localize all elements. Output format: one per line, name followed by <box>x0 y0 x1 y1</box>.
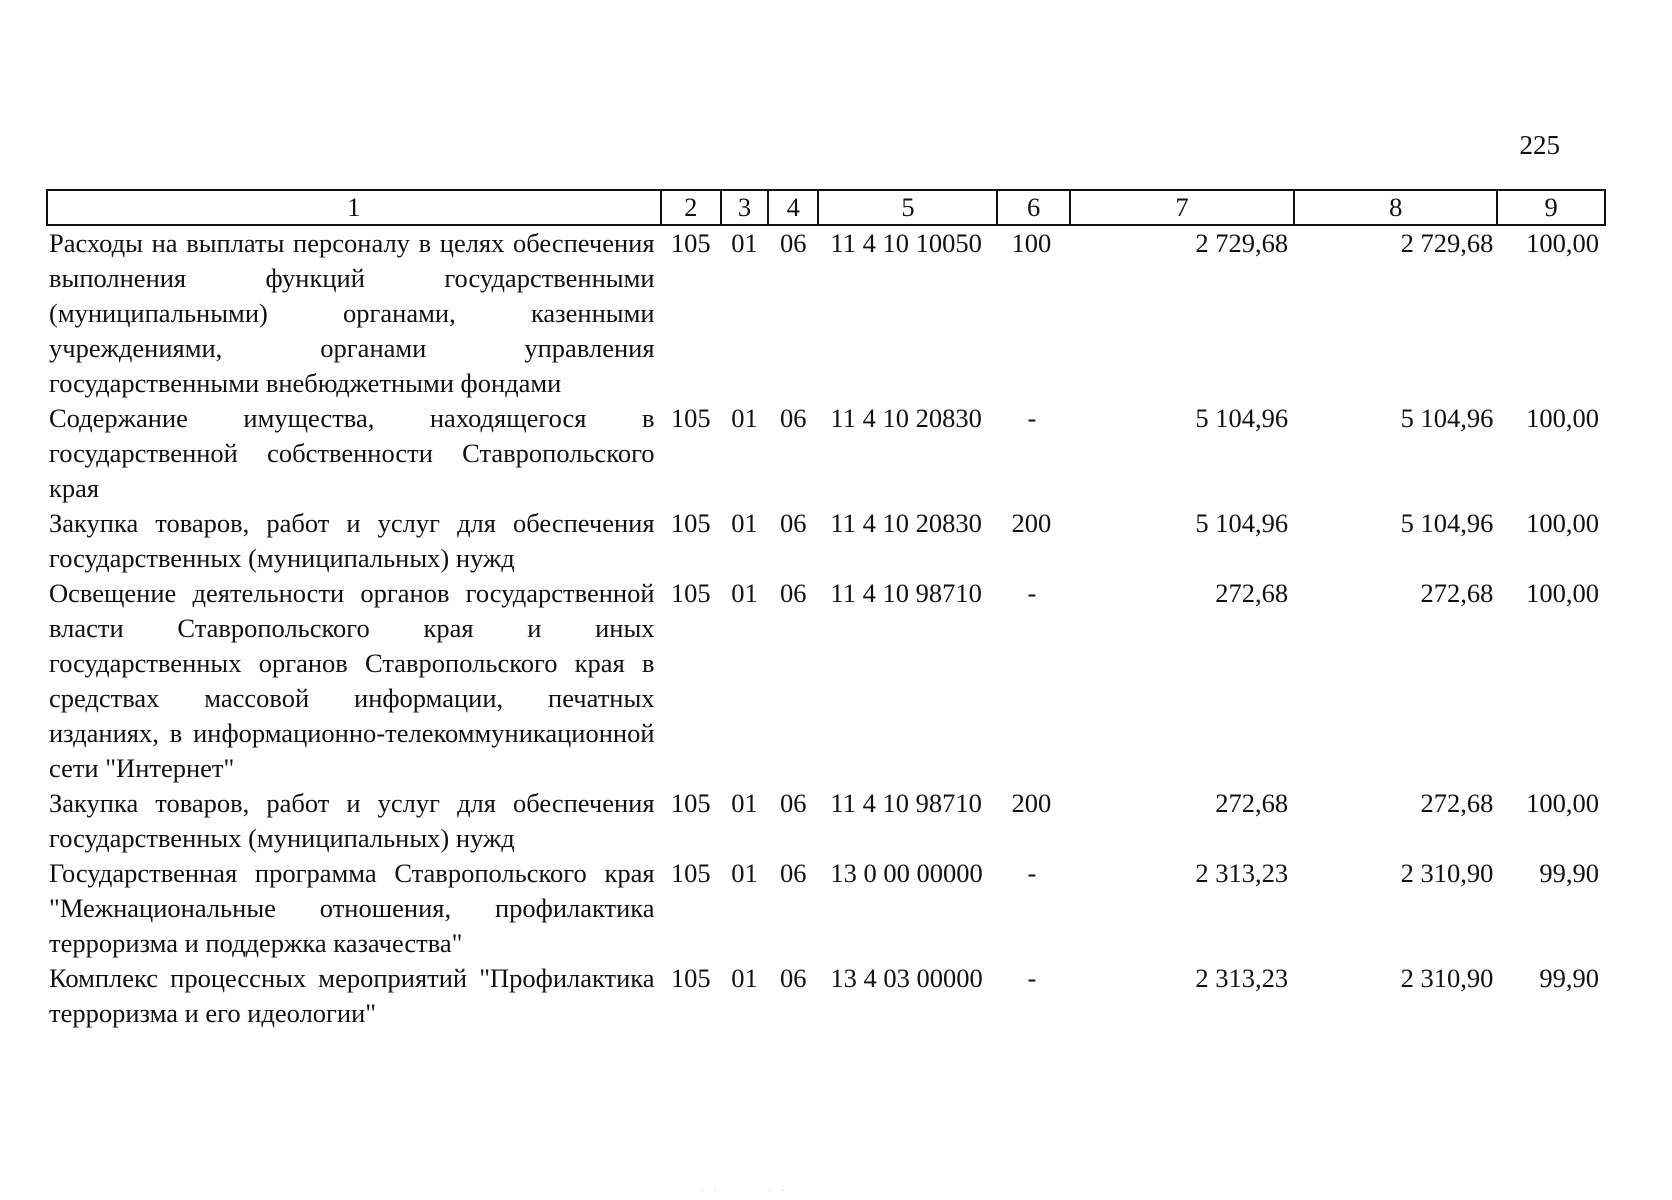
table-row <box>47 401 1605 506</box>
row-expense-kind: - <box>1027 403 1037 433</box>
row-subsection-code: 06 <box>780 858 807 888</box>
row-percent: 99,90 <box>1539 963 1599 993</box>
row-ministry-code: 105 <box>670 228 711 258</box>
row-value-7: 272,68 <box>1215 578 1289 608</box>
row-name: Расходы на выплаты персоналу в целях обеспечения выполнения функций государственными (муниципальными) органами, казенными учреждениями, органами управления государственными внебюджетными фондами <box>49 228 655 398</box>
row-ministry-code: 105 <box>670 963 711 993</box>
column-header-5: 5 <box>818 190 997 225</box>
row-subsection-code: 06 <box>780 578 807 608</box>
row-value-7: 2 313,23 <box>1195 963 1289 993</box>
row-expense-kind: 100 <box>1011 228 1052 258</box>
row-target-code: 11 4 10 20830 <box>830 508 982 538</box>
row-value-7: 5 104,96 <box>1195 403 1289 433</box>
row-percent: 100,00 <box>1526 228 1599 258</box>
row-value-7: 5 104,96 <box>1195 508 1289 538</box>
column-header-4: 4 <box>768 190 818 225</box>
row-value-7: 2 313,23 <box>1195 858 1289 888</box>
column-header-1: 1 <box>47 190 661 225</box>
row-subsection-code: 06 <box>780 508 807 538</box>
row-subsection-code: 06 <box>780 963 807 993</box>
row-ministry-code: 105 <box>670 788 711 818</box>
row-percent: 100,00 <box>1526 578 1599 608</box>
row-name: Государственная программа Ставропольского края "Межнациональные отношения, профилактика терроризма и поддержка казачества" <box>49 858 655 958</box>
table-row <box>47 856 1605 961</box>
row-section-code: 01 <box>731 963 758 993</box>
budget-table <box>46 189 1606 1031</box>
table-row <box>47 506 1605 576</box>
row-expense-kind: 200 <box>1011 508 1052 538</box>
row-expense-kind: - <box>1027 858 1037 888</box>
row-section-code: 01 <box>731 858 758 888</box>
row-value-8: 2 729,68 <box>1400 228 1494 258</box>
column-header-8: 8 <box>1294 190 1497 225</box>
row-name: Закупка товаров, работ и услуг для обеспечения государственных (муниципальных) нужд <box>49 508 655 573</box>
row-section-code: 01 <box>731 788 758 818</box>
row-expense-kind: - <box>1027 578 1037 608</box>
column-header-7: 7 <box>1070 190 1294 225</box>
row-expense-kind: 200 <box>1011 788 1052 818</box>
row-section-code: 01 <box>731 403 758 433</box>
row-percent: 100,00 <box>1526 508 1599 538</box>
table-header-row <box>47 190 1605 225</box>
row-target-code: 11 4 10 98710 <box>830 788 982 818</box>
scan-artifact: · · · · <box>700 1183 788 1197</box>
row-name: Закупка товаров, работ и услуг для обеспечения государственных (муниципальных) нужд <box>49 788 655 853</box>
row-name: Комплекс процессных мероприятий "Профилактика терроризма и его идеологии" <box>49 963 655 1028</box>
table-row <box>47 961 1605 1031</box>
row-target-code: 13 4 03 00000 <box>830 963 983 993</box>
row-value-7: 2 729,68 <box>1195 228 1289 258</box>
row-expense-kind: - <box>1027 963 1037 993</box>
row-value-8: 2 310,90 <box>1400 963 1494 993</box>
row-ministry-code: 105 <box>670 508 711 538</box>
row-name: Содержание имущества, находящегося в государственной собственности Ставропольского края <box>49 403 655 503</box>
row-percent: 100,00 <box>1526 403 1599 433</box>
column-header-3: 3 <box>721 190 768 225</box>
row-value-8: 272,68 <box>1420 578 1494 608</box>
row-ministry-code: 105 <box>670 578 711 608</box>
row-name: Освещение деятельности органов государственной власти Ставропольского края и иных государственных органов Ставропольского края в средствах массовой информации, печатных изданиях, в информационно-телекоммуникационной сети "Интернет" <box>49 578 655 783</box>
table-row <box>47 576 1605 786</box>
row-ministry-code: 105 <box>670 403 711 433</box>
row-target-code: 13 0 00 00000 <box>830 858 983 888</box>
table-row <box>47 786 1605 856</box>
page-number: 225 <box>1519 130 1560 160</box>
row-target-code: 11 4 10 20830 <box>830 403 982 433</box>
row-value-8: 2 310,90 <box>1400 858 1494 888</box>
row-value-8: 5 104,96 <box>1400 508 1494 538</box>
row-percent: 100,00 <box>1526 788 1599 818</box>
column-header-9: 9 <box>1497 190 1605 225</box>
table-row <box>47 225 1605 401</box>
row-section-code: 01 <box>731 578 758 608</box>
column-header-2: 2 <box>661 190 721 225</box>
row-ministry-code: 105 <box>670 858 711 888</box>
row-percent: 99,90 <box>1539 858 1599 888</box>
column-header-6: 6 <box>997 190 1069 225</box>
row-subsection-code: 06 <box>780 788 807 818</box>
row-section-code: 01 <box>731 508 758 538</box>
row-subsection-code: 06 <box>780 228 807 258</box>
row-section-code: 01 <box>731 228 758 258</box>
row-value-8: 5 104,96 <box>1400 403 1494 433</box>
row-target-code: 11 4 10 98710 <box>830 578 982 608</box>
row-value-7: 272,68 <box>1215 788 1289 818</box>
row-value-8: 272,68 <box>1420 788 1494 818</box>
row-subsection-code: 06 <box>780 403 807 433</box>
row-target-code: 11 4 10 10050 <box>830 228 982 258</box>
